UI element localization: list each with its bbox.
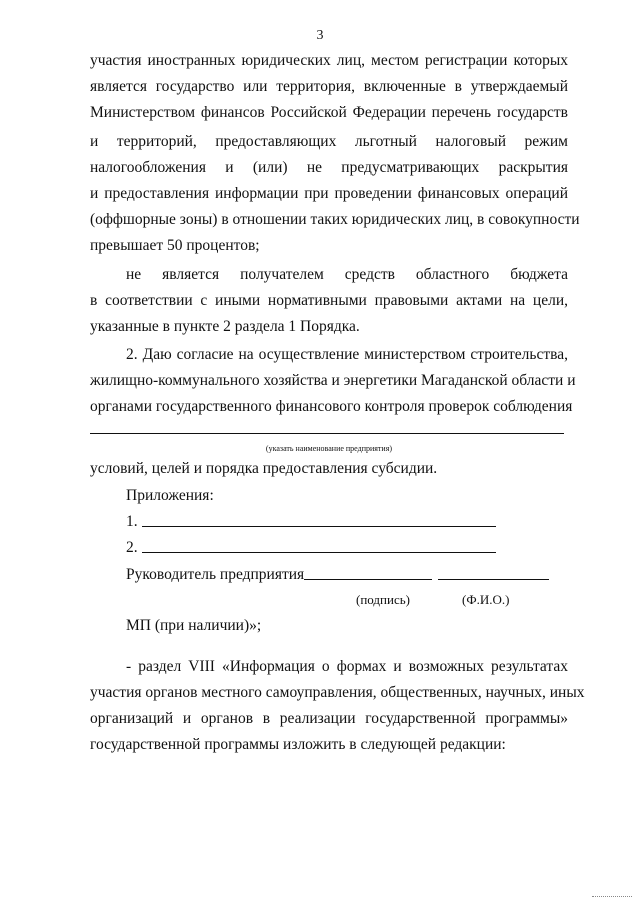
scan-artifact: [592, 896, 632, 899]
signature-caption: (подпись): [356, 592, 410, 607]
text-line: государственной программы изложить в следующей редакции:: [90, 736, 506, 753]
enterprise-name-line: [90, 433, 564, 434]
text-line: жилищно-коммунального хозяйства и энергетики Магаданской области и: [90, 372, 576, 389]
text-line: (оффшорные зоны) в отношении таких юридических лиц, в совокупности: [90, 211, 580, 228]
attachment-1-line: [142, 526, 496, 527]
text-line: в соответствии с иными нормативными правовыми актами на цели,: [90, 292, 568, 309]
text-line: участия иностранных юридических лиц, местом регистрации которых: [90, 52, 568, 69]
text-line: 2. Даю согласие на осуществление министерством строительства,: [126, 346, 568, 363]
text-line: организаций и органов в реализации государственной программы»: [90, 710, 568, 727]
head-label: Руководитель предприятия: [126, 566, 305, 583]
text-line: не является получателем средств областного бюджета: [126, 266, 568, 283]
attachments-label: Приложения:: [126, 487, 214, 504]
attachment-1-number: 1.: [126, 513, 138, 530]
text-line: является государство или территория, включенные в утверждаемый: [90, 78, 568, 95]
text-line: и предоставления информации при проведении финансовых операций: [90, 185, 568, 202]
attachment-2-line: [142, 552, 496, 553]
attachment-2-number: 2.: [126, 539, 138, 556]
text-line: Министерством финансов Российской Федерации перечень государств: [90, 104, 568, 121]
text-line: - раздел VIII «Информация о формах и возможных результатах: [126, 658, 568, 675]
text-line: участия органов местного самоуправления, общественных, научных, иных: [90, 684, 585, 701]
enterprise-caption: (указать наименование предприятия): [265, 444, 393, 453]
text-line: превышает 50 процентов;: [90, 237, 260, 254]
conditions-line: условий, целей и порядка предоставления субсидии.: [90, 460, 438, 477]
signature-line: [304, 579, 432, 580]
page-number: 3: [316, 28, 324, 43]
text-line: органами государственного финансового контроля проверок соблюдения: [90, 398, 573, 415]
stamp-line: МП (при наличии)»;: [126, 617, 262, 634]
name-line: [438, 579, 549, 580]
name-caption: (Ф.И.О.): [462, 592, 510, 607]
text-line: налогообложения и (или) не предусматривающих раскрытия: [90, 159, 568, 176]
text-line: и территорий, предоставляющих льготный налоговый режим: [90, 133, 568, 150]
text-line: указанные в пункте 2 раздела 1 Порядка.: [90, 318, 360, 335]
